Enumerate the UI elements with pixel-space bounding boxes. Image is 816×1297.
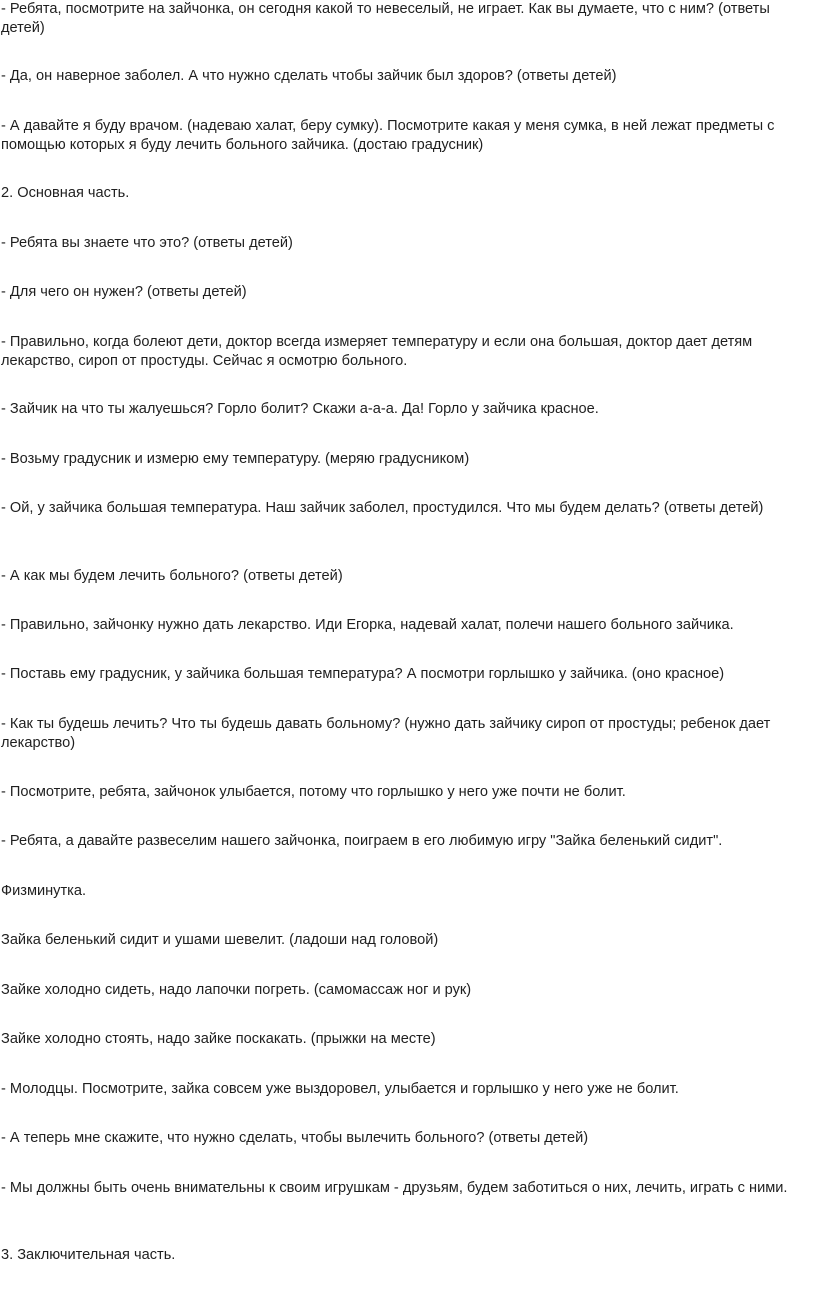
paragraph: - Да, он наверное заболел. А что нужно сделать чтобы зайчик был здоров? (ответы детей) — [1, 68, 617, 84]
paragraph: Зайке холодно стоять, надо зайке поскакать. (прыжки на месте) — [1, 1031, 436, 1047]
paragraph: - Ребята, а давайте развеселим нашего зайчонка, поиграем в его любимую игру "Зайка беленький сидит". — [1, 833, 723, 849]
paragraph: - Ребята вы знаете что это? (ответы детей) — [1, 235, 293, 251]
paragraph: - Зайчик на что ты жалуешься? Горло болит? Скажи а-а-а. Да! Горло у зайчика красное. — [1, 401, 599, 417]
paragraph: - Для чего он нужен? (ответы детей) — [1, 284, 247, 300]
paragraph: - Мы должны быть очень внимательны к своим игрушкам - друзьям, будем заботиться о них, лечить, играть с ними. — [1, 1180, 788, 1196]
paragraph: Зайке холодно сидеть, надо лапочки погреть. (самомассаж ног и рук) — [1, 982, 472, 998]
paragraph: - А как мы будем лечить больного? (ответы детей) — [1, 568, 343, 584]
section-heading: Физминутка. — [1, 883, 87, 899]
paragraph: - Поставь ему градусник, у зайчика большая температура? А посмотри горлышко у зайчика. (оно красное) — [1, 666, 725, 682]
paragraph: - Правильно, когда болеют дети, доктор всегда измеряет температуру и если она большая, доктор дает детям лекарство, сироп от простуды. Сейчас я осмотрю больного. — [1, 334, 753, 369]
paragraph: - Возьму градусник и измерю ему температуру. (меряю градусником) — [1, 451, 470, 467]
paragraph: - Ребята, посмотрите на зайчонка, он сегодня какой то невеселый, не играет. Как вы думаете, что с ним? (ответы детей) — [1, 1, 770, 36]
paragraph: - Молодцы. Посмотрите, зайка совсем уже выздоровел, улыбается и горлышко у него уже не болит. — [1, 1081, 679, 1097]
section-heading: 2. Основная часть. — [1, 185, 130, 201]
paragraph: - Как ты будешь лечить? Что ты будешь давать больному? (нужно дать зайчику сироп от простуды; ребенок дает лекарство) — [1, 716, 771, 751]
paragraph: - Правильно, зайчонку нужно дать лекарство. Иди Егорка, надевай халат, полечи нашего больного зайчика. — [1, 617, 734, 633]
paragraph: - Посмотрите, ребята, зайчонок улыбается, потому что горлышко у него уже почти не болит. — [1, 784, 626, 800]
paragraph: - А теперь мне скажите, что нужно сделать, чтобы вылечить больного? (ответы детей) — [1, 1130, 589, 1146]
paragraph: Зайка беленький сидит и ушами шевелит. (ладоши над головой) — [1, 932, 439, 948]
paragraph: - Ой, у зайчика большая температура. Наш зайчик заболел, простудился. Что мы будем делать? (ответы детей) — [1, 500, 764, 516]
paragraph: - А давайте я буду врачом. (надеваю халат, беру сумку). Посмотрите какая у меня сумка, в ней лежат предметы с помощью которых я буду лечить больного зайчика. (достаю градусник) — [1, 118, 775, 153]
section-heading: 3. Заключительная часть. — [1, 1247, 176, 1263]
